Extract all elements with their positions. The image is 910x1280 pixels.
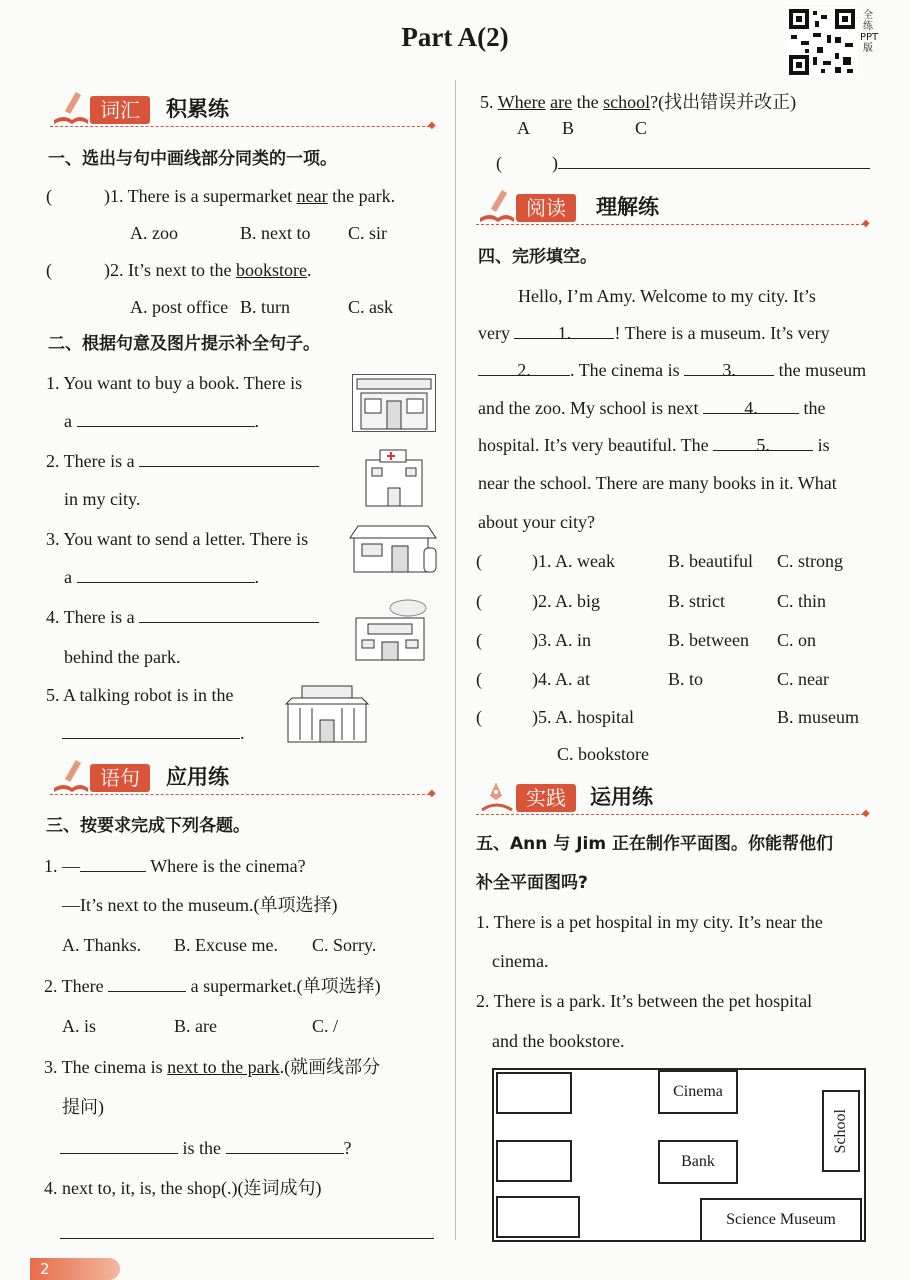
option-c: C. strong xyxy=(777,551,844,571)
i2-text-end: a supermarket.(单项选择) xyxy=(190,976,381,996)
q2-text-end: . xyxy=(306,260,312,280)
cloze-option-row xyxy=(476,550,615,572)
i2-option-b: B. are xyxy=(174,1016,217,1036)
rule-end-marker: ◆ xyxy=(862,218,870,229)
i5-answer xyxy=(496,152,870,174)
pencil-book-icon xyxy=(50,90,90,126)
i5-label-b: B xyxy=(562,118,575,138)
i5-line xyxy=(480,91,796,113)
option-a: 5. A. hospital xyxy=(538,707,635,727)
i5-part-b: are xyxy=(550,92,573,112)
q2-text: 2. It’s next to the xyxy=(110,260,236,280)
i2-option-a: A. is xyxy=(62,1016,97,1036)
i3-line2: 提问) xyxy=(62,1097,104,1117)
option-b: B. beautiful xyxy=(668,551,753,571)
i4-line: 4. next to, it, is, the shop(.)(连词成句) xyxy=(44,1178,322,1198)
i5-instruction: ?(找出错误并改正) xyxy=(650,92,797,112)
passage-text: and the zoo. My school is next xyxy=(478,398,699,418)
i5-the: the xyxy=(572,92,604,112)
q1-option-c: C. sir xyxy=(348,223,388,243)
pencil-book-icon xyxy=(50,758,90,794)
map-empty-slot-1[interactable] xyxy=(496,1072,572,1114)
cloze-blank-2[interactable]: 2. xyxy=(478,359,570,376)
q4-title: 四、完形填空。 xyxy=(478,247,597,267)
passage-text: the xyxy=(803,398,826,418)
i1-line1 xyxy=(44,855,306,877)
answer-paren-open: ( xyxy=(46,260,52,280)
answer-blank[interactable] xyxy=(558,152,870,169)
i1-text: Where is the cinema? xyxy=(150,856,306,876)
passage-line3 xyxy=(478,359,866,381)
q1-text-end: the park. xyxy=(327,186,396,206)
answer-blank[interactable] xyxy=(80,855,146,872)
map-cinema: Cinema xyxy=(658,1070,738,1114)
s2-line1 xyxy=(46,450,319,472)
section-tag: 实践 xyxy=(516,784,576,812)
i1-line2: —It’s next to the museum.(单项选择) xyxy=(62,895,338,915)
s4-line1 xyxy=(46,606,319,628)
section-heading: 理解练 xyxy=(596,195,659,219)
rule-end-marker: ◆ xyxy=(428,120,436,131)
i3-line1 xyxy=(44,1056,380,1078)
i3-answer xyxy=(60,1137,352,1159)
s1-period: . xyxy=(254,411,259,431)
floor-plan-map xyxy=(492,1068,866,1242)
answer-blank[interactable] xyxy=(77,410,255,427)
answer-paren-open: ( xyxy=(496,153,502,173)
page-title: Part A(2) xyxy=(401,22,509,52)
q5-line2: 2. There is a park. It’s between the pet hospital xyxy=(476,991,813,1011)
answer-blank[interactable] xyxy=(226,1137,344,1154)
cloze-blank-4[interactable]: 4. xyxy=(703,397,799,414)
vocab-section-header xyxy=(50,90,440,130)
map-science-museum: Science Museum xyxy=(700,1198,862,1242)
cinema-picture xyxy=(348,598,434,664)
pencil-book-icon xyxy=(476,188,516,224)
i2-option-c: C. / xyxy=(312,1016,339,1036)
answer-paren-open: ( xyxy=(476,591,482,611)
q5-line1: 1. There is a pet hospital in my city. It’s near the xyxy=(476,912,823,932)
rule-end-marker: ◆ xyxy=(428,788,436,799)
section-tag: 语句 xyxy=(90,764,150,792)
q5-line1b: cinema. xyxy=(492,951,549,971)
i2-line1 xyxy=(44,975,381,997)
q1-option-a: A. zoo xyxy=(130,223,178,243)
section-rule xyxy=(50,794,430,795)
option-c: C. thin xyxy=(777,591,827,611)
section-heading: 运用练 xyxy=(590,785,653,809)
option-c: C. bookstore xyxy=(557,744,649,764)
option-b: B. to xyxy=(668,669,704,689)
reading-section-header xyxy=(476,188,876,228)
answer-paren-close: ) xyxy=(532,630,538,650)
passage-text: very xyxy=(478,323,510,343)
answer-paren-close: ) xyxy=(532,669,538,689)
section-tag: 阅读 xyxy=(516,194,576,222)
i5-part-a: Where xyxy=(497,92,546,112)
option-c: C. on xyxy=(777,630,817,650)
passage-text: ! There is a museum. It’s very xyxy=(614,323,830,343)
i5-part-c: school xyxy=(603,92,651,112)
science-museum-picture xyxy=(282,684,372,744)
cloze-blank-3[interactable]: 3. xyxy=(684,359,774,376)
i4-answer-line[interactable] xyxy=(60,1238,434,1239)
i2-text: 2. There xyxy=(44,976,104,996)
i3-qmark: ? xyxy=(343,1138,352,1158)
s1-line2 xyxy=(64,410,259,432)
cloze-option-row xyxy=(476,668,590,690)
option-b: B. between xyxy=(668,630,749,650)
cloze-blank-1[interactable]: 1. xyxy=(514,322,614,339)
q5-title-line1: 五、Ann 与 Jim 正在制作平面图。你能帮他们 xyxy=(476,834,833,854)
map-empty-slot-3[interactable] xyxy=(496,1196,580,1238)
grammar-section-header xyxy=(50,758,440,798)
column-divider xyxy=(455,80,456,1240)
answer-blank[interactable] xyxy=(139,606,319,623)
answer-paren-open: ( xyxy=(476,551,482,571)
q1-option-b: B. next to xyxy=(240,223,311,243)
answer-paren-open: ( xyxy=(476,707,482,727)
q2-option-b: B. turn xyxy=(240,297,291,317)
answer-paren-close: ) xyxy=(104,260,110,280)
map-school-label: School xyxy=(832,1108,849,1154)
s1-line1: 1. You want to buy a book. There is xyxy=(46,373,303,393)
passage-line2 xyxy=(478,322,830,344)
i1-dash: 1. — xyxy=(44,856,80,876)
passage-line7: about your city? xyxy=(478,512,595,532)
qr-code[interactable] xyxy=(787,7,857,77)
passage-line5 xyxy=(478,434,830,456)
s4-line2: behind the park. xyxy=(64,647,181,667)
answer-paren-close: ) xyxy=(532,551,538,571)
q1-title: 一、选出与句中画线部分同类的一项。 xyxy=(48,149,337,169)
s2-line2: in my city. xyxy=(64,489,141,509)
q1-text: 1. There is a supermarket xyxy=(110,186,297,206)
s5-line1: 5. A talking robot is in the xyxy=(46,685,234,705)
q5-line2b: and the bookstore. xyxy=(492,1031,625,1051)
s3-article: a xyxy=(64,567,72,587)
hospital-picture xyxy=(352,446,434,508)
answer-blank[interactable] xyxy=(77,566,255,583)
option-b: B. museum xyxy=(777,707,860,727)
s1-article: a xyxy=(64,411,72,431)
i1-option-b: B. Excuse me. xyxy=(174,935,278,955)
passage-text: hospital. It’s very beautiful. The xyxy=(478,435,709,455)
map-bank: Bank xyxy=(658,1140,738,1184)
q2-option-a: A. post office xyxy=(130,297,229,317)
rocket-icon xyxy=(476,778,516,814)
option-a: 1. A. weak xyxy=(538,551,615,571)
passage-line6: near the school. There are many books in it. What xyxy=(478,473,837,493)
cloze-option-row xyxy=(476,629,591,651)
map-school xyxy=(822,1090,860,1172)
passage-line1: Hello, I’m Amy. Welcome to my city. It’s xyxy=(518,286,816,306)
q1-underlined: near xyxy=(296,186,328,206)
rule-end-marker: ◆ xyxy=(862,808,870,819)
q5-title-line2: 补全平面图吗? xyxy=(476,873,588,893)
answer-blank[interactable] xyxy=(108,975,186,992)
q2-item xyxy=(46,259,311,281)
cloze-option-row xyxy=(476,706,634,728)
s3-line2 xyxy=(64,566,259,588)
post-office-picture xyxy=(348,524,438,574)
i1-option-c: C. Sorry. xyxy=(312,935,377,955)
q2-underlined: bookstore xyxy=(235,260,307,280)
s5-period: . xyxy=(240,723,245,743)
s3-line1: 3. You want to send a letter. There is xyxy=(46,529,309,549)
bookstore-picture xyxy=(352,374,436,432)
q2-option-c: C. ask xyxy=(348,297,393,317)
passage-text: is xyxy=(817,435,830,455)
option-b: B. strict xyxy=(668,591,725,611)
i5-number: 5. xyxy=(480,92,498,112)
answer-paren-close: ) xyxy=(532,591,538,611)
s3-period: . xyxy=(254,567,259,587)
q2-title: 二、根据句意及图片提示补全句子。 xyxy=(48,334,320,354)
section-rule xyxy=(50,126,430,127)
answer-blank[interactable] xyxy=(60,1137,178,1154)
map-empty-slot-2[interactable] xyxy=(496,1140,572,1182)
i3-text: 3. The cinema is xyxy=(44,1057,168,1077)
option-a: 2. A. big xyxy=(538,591,601,611)
passage-line4 xyxy=(478,397,825,419)
section-heading: 应用练 xyxy=(166,765,229,789)
i3-is-the: is the xyxy=(182,1138,221,1158)
s5-line2 xyxy=(62,722,245,744)
i1-option-a: A. Thanks. xyxy=(62,935,142,955)
answer-paren-open: ( xyxy=(476,630,482,650)
section-rule xyxy=(476,814,864,815)
s2-text: 2. There is a xyxy=(46,451,135,471)
i3-underlined: next to the park xyxy=(167,1057,280,1077)
i5-label-a: A xyxy=(517,118,530,138)
answer-paren-open: ( xyxy=(476,669,482,689)
passage-text: the museum xyxy=(778,360,867,380)
answer-paren-open: ( xyxy=(46,186,52,206)
answer-paren-close: ) xyxy=(104,186,110,206)
section-heading: 积累练 xyxy=(166,97,229,121)
answer-paren-close: ) xyxy=(532,707,538,727)
i5-label-c: C xyxy=(635,118,648,138)
cloze-option-row xyxy=(476,590,600,612)
passage-text: . The cinema is xyxy=(570,360,680,380)
q3-title: 三、按要求完成下列各题。 xyxy=(46,816,250,836)
qr-side-text: 全练PPT版 xyxy=(860,10,879,54)
answer-blank[interactable] xyxy=(62,722,240,739)
section-tag: 词汇 xyxy=(90,96,150,124)
option-c: C. near xyxy=(777,669,829,689)
page-number: 2 xyxy=(30,1258,120,1280)
answer-paren-close: ) xyxy=(552,153,558,173)
answer-blank[interactable] xyxy=(139,450,319,467)
option-a: 3. A. in xyxy=(538,630,592,650)
practice-section-header xyxy=(476,778,876,818)
option-a: 4. A. at xyxy=(538,669,590,689)
cloze-blank-5[interactable]: 5. xyxy=(713,434,813,451)
section-rule xyxy=(476,224,864,225)
q1-item xyxy=(46,185,395,207)
s4-text: 4. There is a xyxy=(46,607,135,627)
i3-instruction: .(就画线部分 xyxy=(279,1057,381,1077)
